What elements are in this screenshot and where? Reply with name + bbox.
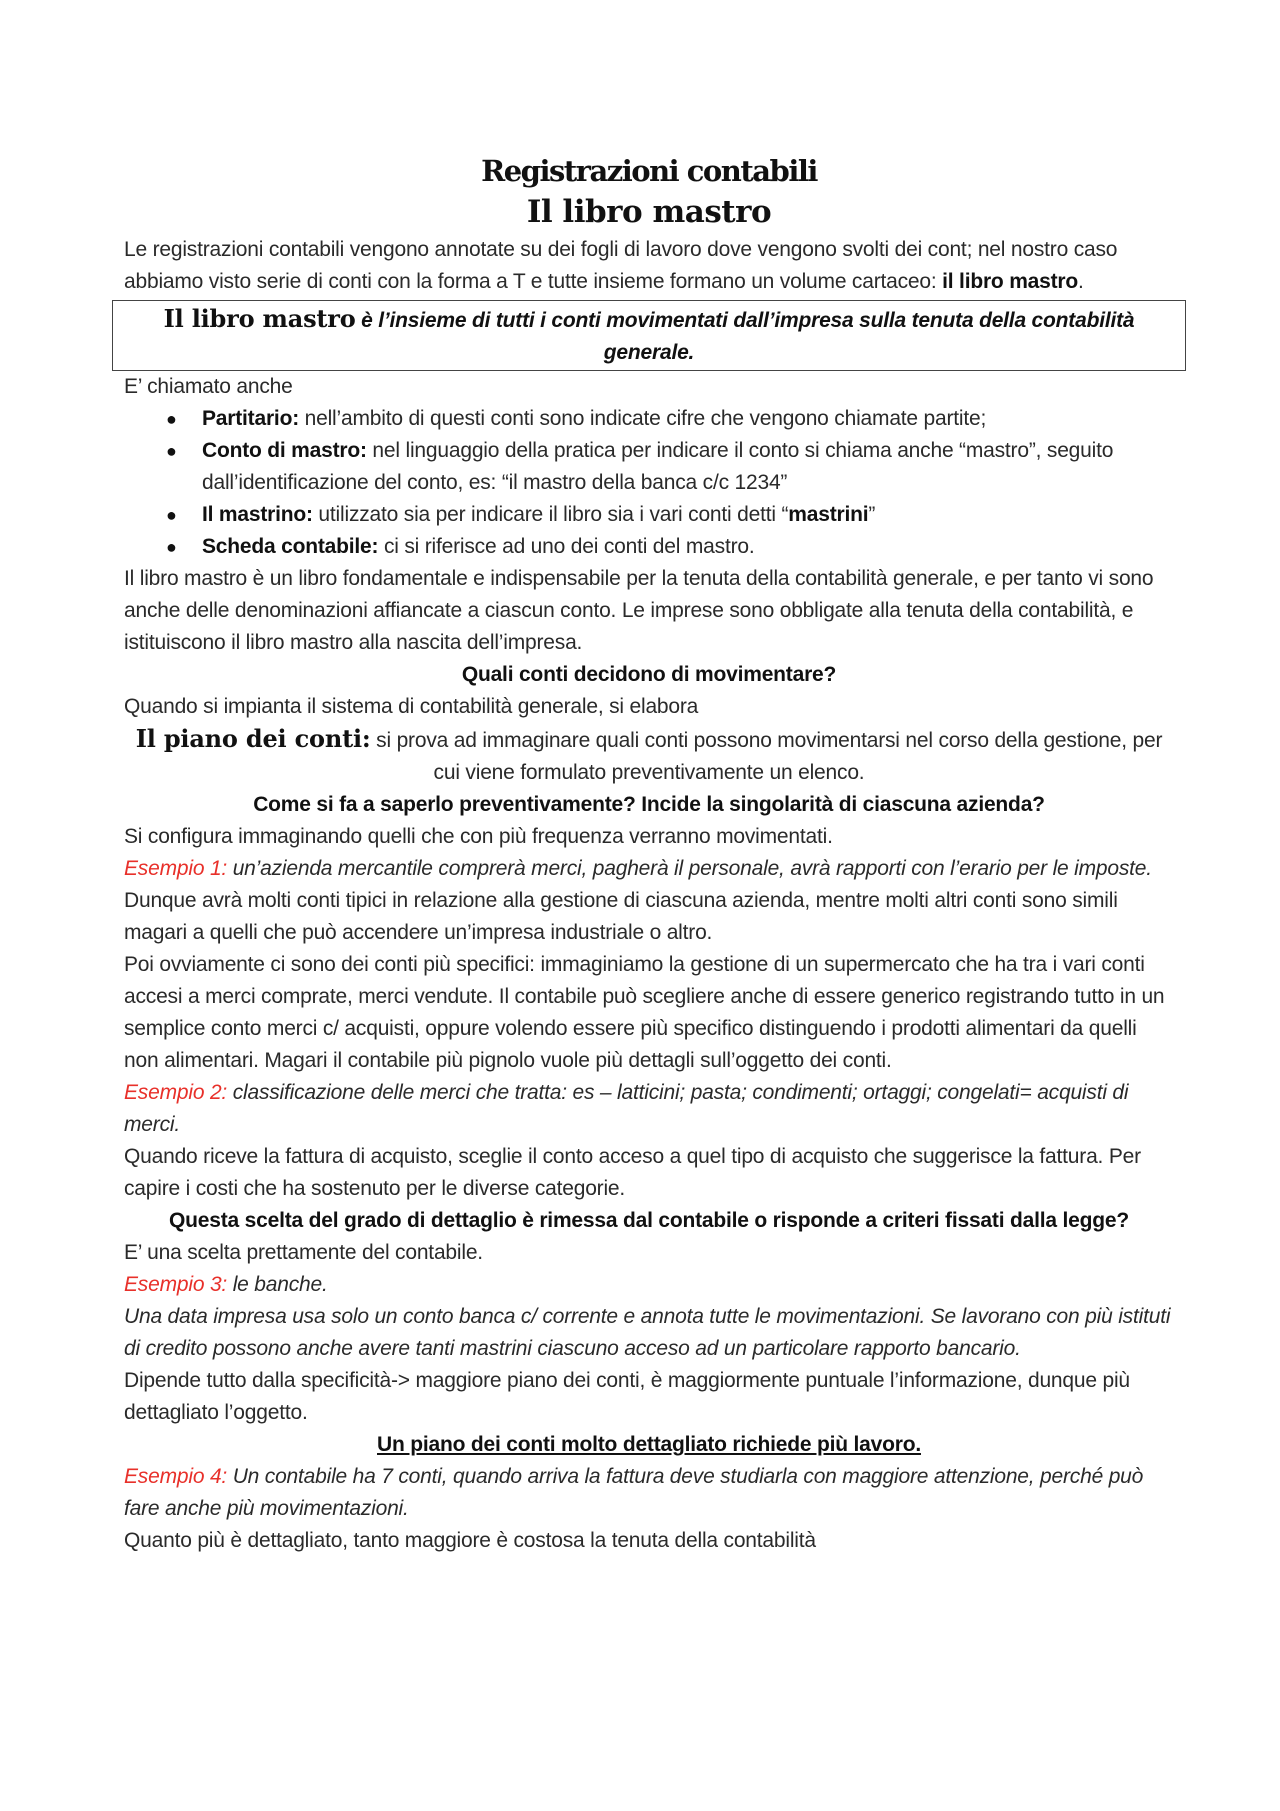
- list-item: ● Scheda contabile: ci si riferisce ad uno dei conti del mastro.: [124, 531, 1174, 563]
- piano-dei-conti: Il piano dei conti: si prova ad immaginare quali conti possono movimentarsi nel corso della gestione, per cui viene formulato preventivamente un elenco.: [135, 724, 1163, 784]
- list-item: ● Conto di mastro: nel linguaggio della pratica per indicare il conto si chiama anche “mastro”, seguito dall’identificazione del conto, es: “il mastro della banca c/c 1234”: [124, 435, 1174, 499]
- definition-box: Il libro mastro è l’insieme di tutti i conti movimentati dall’impresa sulla tenuta della contabilità generale.: [112, 300, 1186, 371]
- bullet-icon: ●: [166, 441, 177, 461]
- question-heading: Questa scelta del grado di dettaglio è rimessa dal contabile o risponde a criteri fissati dalla legge?: [169, 1209, 1129, 1232]
- paragraph: Si configura immaginando quelli che con più frequenza verranno movimentati.: [124, 825, 833, 848]
- question-heading: Quali conti decidono di movimentare?: [461, 663, 837, 686]
- example-1: Esempio 1: un’azienda mercantile comprerà merci, pagherà il personale, avrà rapporti con l’erario per le imposte.: [124, 857, 1152, 880]
- example-3: Esempio 3: le banche.: [124, 1273, 328, 1296]
- document-page: [124, 150, 1174, 1557]
- document-title: Registrazioni contabili: [481, 154, 817, 188]
- paragraph: Quando si impianta il sistema di contabilità generale, si elabora: [124, 695, 699, 718]
- bullet-icon: ●: [166, 537, 177, 557]
- example-4: Esempio 4: Un contabile ha 7 conti, quando arriva la fattura deve studiarla con maggiore attenzione, perché può fare anche più movimentazioni.: [124, 1465, 1144, 1520]
- list-item: ● Il mastrino: utilizzato sia per indicare il libro sia i vari conti detti “mastrini”: [124, 499, 1174, 531]
- intro-paragraph: Le registrazioni contabili vengono annotate su dei fogli di lavoro dove vengono svolti dei cont; nel nostro caso abbiamo visto serie di conti con la forma a T e tutte insieme formano un volume cartaceo: il libro mastro.: [124, 238, 1118, 293]
- bullet-list: [124, 403, 1174, 563]
- paragraph: Una data impresa usa solo un conto banca c/ corrente e annota tutte le movimentazioni. Se lavorano con più istituti di credito possono anche avere tanti mastrini ciascuno acceso ad un particolare rapporto bancario.: [124, 1305, 1171, 1360]
- paragraph: Quanto più è dettagliato, tanto maggiore è costosa la tenuta della contabilità: [124, 1529, 816, 1552]
- paragraph: Poi ovviamente ci sono dei conti più specifici: immaginiamo la gestione di un supermercato che ha tra i vari conti accesi a merci comprate, merci vendute. Il contabile può scegliere anche di essere generico registrando tutto in un semplice conto merci c/ acquisti, oppure volendo essere più specifico distinguendo i prodotti alimentari da quelli non alimentari. Magari il contabile più pignolo vuole più dettagli sull’oggetto dei conti.: [124, 953, 1165, 1072]
- also-called: E’ chiamato anche: [124, 375, 293, 398]
- example-2: Esempio 2: classificazione delle merci che tratta: es – latticini; pasta; condimenti; ortaggi; congelati= acquisti di merci.: [124, 1081, 1129, 1136]
- bullet-icon: ●: [166, 409, 177, 429]
- definition-term: Il libro mastro: [163, 304, 356, 333]
- document-subtitle: Il libro mastro: [526, 194, 772, 230]
- paragraph: E’ una scelta prettamente del contabile.: [124, 1241, 483, 1264]
- question-heading: Come si fa a saperlo preventivamente? Incide la singolarità di ciascuna azienda?: [253, 793, 1045, 816]
- list-item: ● Partitario: nell’ambito di questi conti sono indicate cifre che vengono chiamate partite;: [124, 403, 1174, 435]
- bullet-icon: ●: [166, 505, 177, 525]
- paragraph: Il libro mastro è un libro fondamentale e indispensabile per la tenuta della contabilità generale, e per tanto vi sono anche delle denominazioni affiancate a ciascun conto. Le imprese sono obbligate alla tenuta della contabilità, e istituiscono il libro mastro alla nascita dell’impresa.: [124, 567, 1154, 654]
- paragraph: Dipende tutto dalla specificità-> maggiore piano dei conti, è maggiormente puntuale l’informazione, dunque più dettagliato l’oggetto.: [124, 1369, 1130, 1424]
- paragraph: Quando riceve la fattura di acquisto, sceglie il conto acceso a quel tipo di acquisto che suggerisce la fattura. Per capire i costi che ha sostenuto per le diverse categorie.: [124, 1145, 1141, 1200]
- paragraph: Dunque avrà molti conti tipici in relazione alla gestione di ciascuna azienda, mentre molti altri conti sono simili magari a quelli che può accendere un’impresa industriale o altro.: [124, 889, 1118, 944]
- underlined-heading: Un piano dei conti molto dettagliato richiede più lavoro.: [377, 1433, 921, 1456]
